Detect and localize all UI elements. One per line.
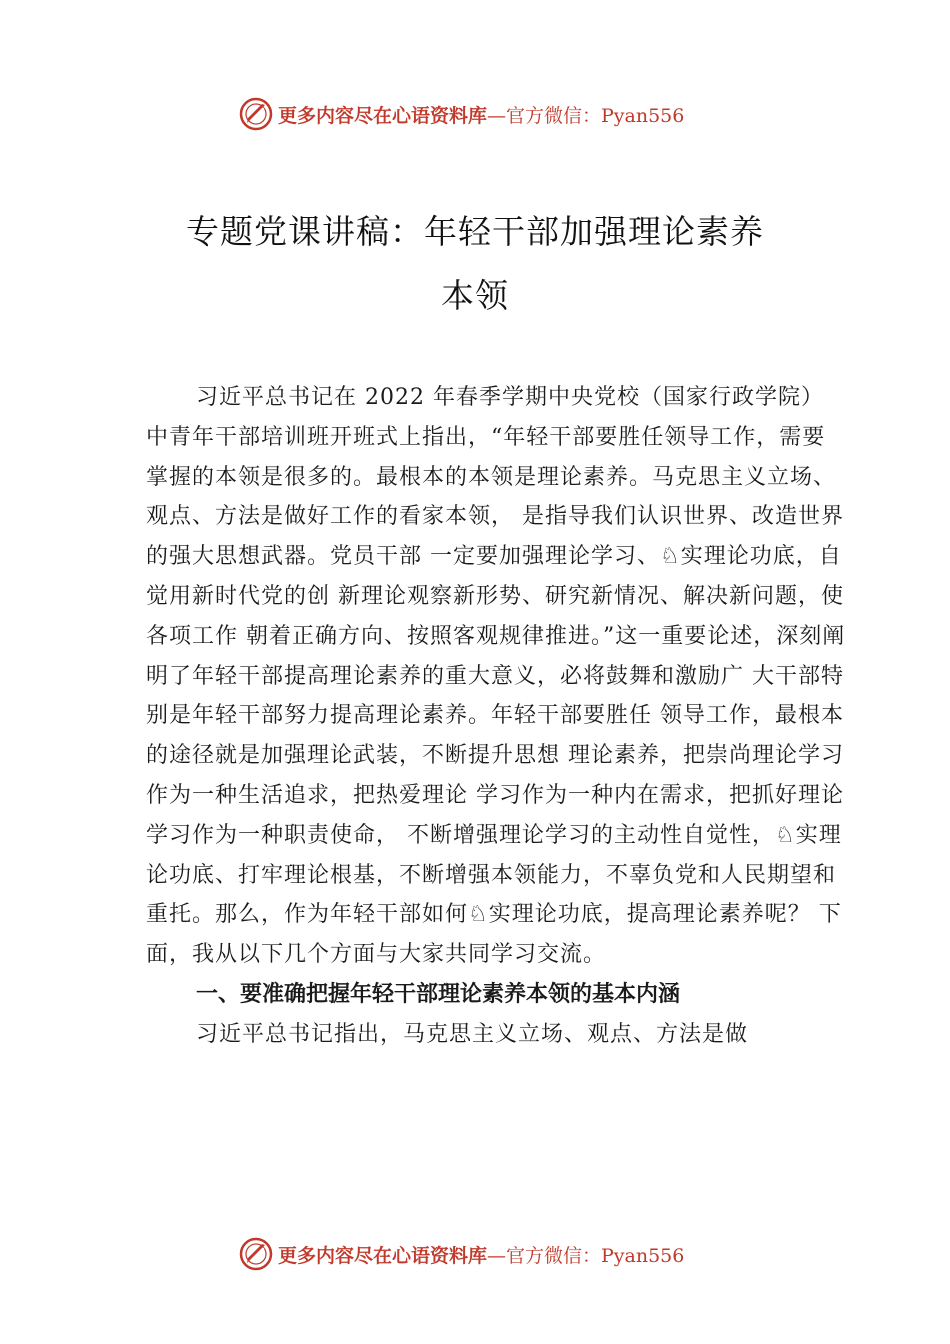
watermark-footer	[238, 1234, 758, 1274]
document-title-line2: 本领	[441, 276, 509, 315]
paragraph-section1: 习近平总书记指出，马克思主义立场、观点、方法是做	[196, 1021, 749, 1047]
section-heading-1: 一、要准确把握年轻干部理论素养本领的基本内涵	[196, 981, 681, 1007]
watermark-brand: 更多内容尽在心语资料库	[278, 104, 488, 127]
watermark-header	[238, 94, 758, 134]
watermark-brand: 更多内容尽在心语资料库	[278, 1244, 488, 1267]
quill-seal-icon	[238, 96, 274, 132]
paragraph-intro: 习近平总书记在 2022 年春季学期中央党校（国家行政学院）中青年干部培训班开班式上指出，“年轻干部要胜任领导工作，需要掌握的本领是很多的。最根本的本领是理论素养。马克思主义立场、观点、方法是做好工作的看家本领， 是指导我们认识世界、改造世界的强大思想武器。党员干部 一定要加强理论学习、♘实理论功底，自觉用新时代党的创 新理论观察新形势、研究新情况、解决新问题，使各项工作 朝着正确方向、按照客观规律推进。”这一重要论述，深刻阐 明了年轻干部提高理论素养的重大意义，必将鼓舞和激励广 大干部特别是年轻干部努力提高理论素养。年轻干部要胜任 领导工作，最根本的途径就是加强理论武装，不断提升思想 理论素养，把崇尚理论学习作为一种生活追求，把热爱理论 学习作为一种内在需求，把抓好理论学习作为一种职责使命， 不断增强理论学习的主动性自觉性，♘实理论功底、打牢理论根基，不断增强本领能力，不辜负党和人民期望和重托。那么，作为年轻干部如何♘实理论功底，提高理论素养呢？ 下面，我从以下几个方面与大家共同学习交流。	[146, 385, 846, 968]
document-title-line1: 专题党课讲稿：年轻干部加强理论素养	[186, 212, 764, 251]
document-body	[146, 378, 846, 1055]
watermark-contact: —官方微信：Pyan556	[487, 104, 685, 127]
watermark-contact: —官方微信：Pyan556	[487, 1244, 685, 1267]
quill-seal-icon	[238, 1236, 274, 1272]
